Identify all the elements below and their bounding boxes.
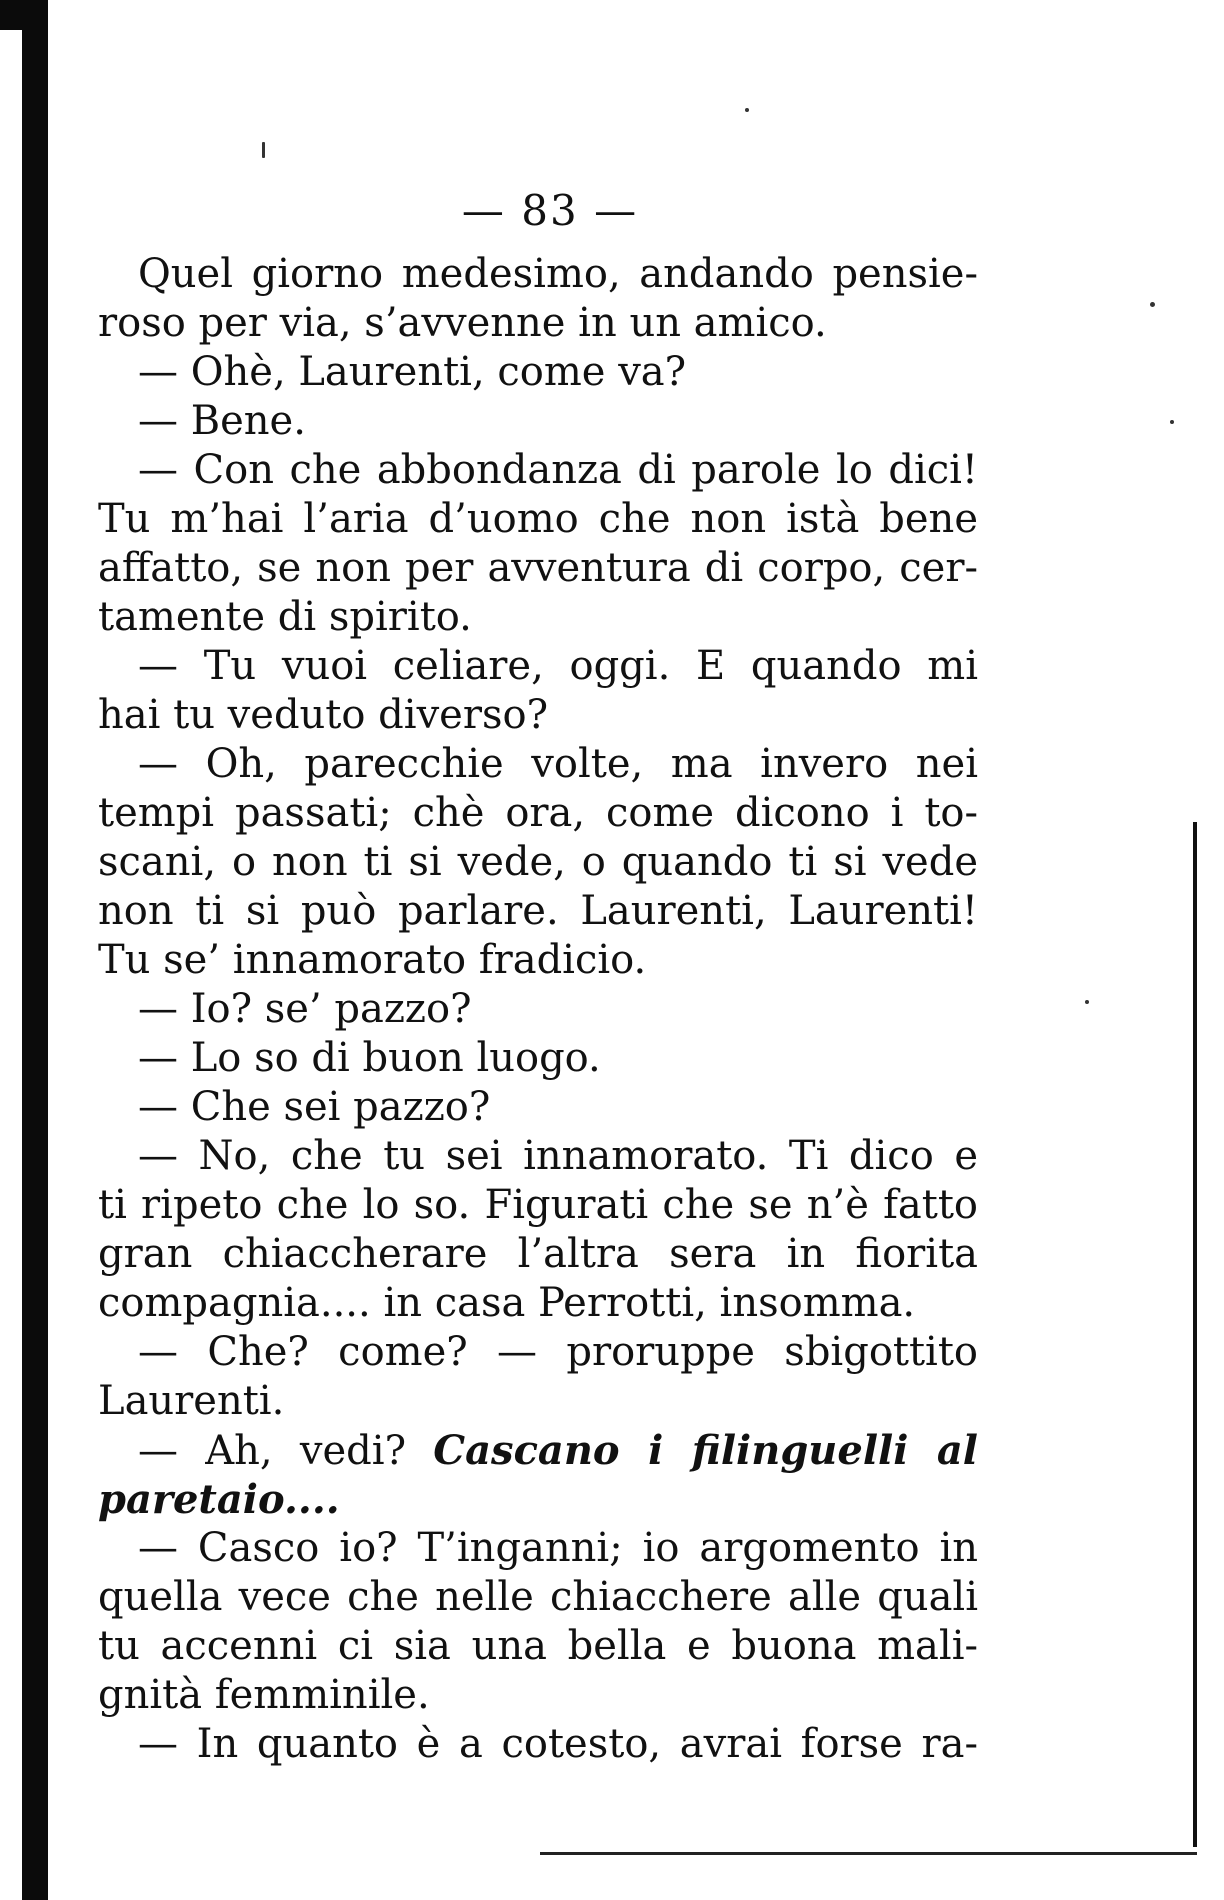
text-line-content: affatto, se non per avventura di corpo, cer- xyxy=(98,545,978,591)
text-line xyxy=(98,1524,978,1573)
text-line xyxy=(98,250,978,299)
text-line-content: hai tu veduto diverso? xyxy=(98,692,549,738)
text-line-content: non ti si può parlare. Laurenti, Laurenti! xyxy=(98,888,978,934)
text-line xyxy=(98,1475,978,1524)
text-line-content: — Io? se’ pazzo? xyxy=(138,986,472,1032)
ink-speck xyxy=(1150,302,1155,307)
italic-phrase: Cascano i filinguelli al xyxy=(433,1427,978,1474)
text-line-content: — Che sei pazzo? xyxy=(138,1084,491,1130)
text-line-content: roso per via, s’avvenne in un amico. xyxy=(98,300,827,346)
text-line-content: — Che? come? — proruppe sbigottito xyxy=(138,1329,978,1375)
text-line xyxy=(98,1083,978,1132)
text-line-content: — Con che abbondanza di parole lo dici! xyxy=(138,447,978,493)
text-line-content: — No, che tu sei innamorato. Ti dico e xyxy=(138,1133,978,1179)
text-line xyxy=(98,544,978,593)
ink-speck xyxy=(1170,420,1174,424)
text-line-content: Quel giorno medesimo, andando pensie- xyxy=(138,251,978,297)
ink-speck xyxy=(745,108,749,112)
text-line-content: gnità femminile. xyxy=(98,1672,430,1718)
page-right-edge xyxy=(1193,822,1197,1847)
text-line-content: ti ripeto che lo so. Figurati che se n’è fatto xyxy=(98,1182,978,1228)
italic-phrase: paretaio.... xyxy=(98,1476,340,1523)
text-line-content: quella vece che nelle chiacchere alle quali xyxy=(98,1574,978,1620)
text-line xyxy=(98,1377,978,1426)
text-line xyxy=(98,1426,978,1475)
text-line xyxy=(98,397,978,446)
text-line xyxy=(98,1328,978,1377)
page-number: — 83 — xyxy=(461,186,639,235)
text-line xyxy=(98,1671,978,1720)
text-line-content: Tu se’ innamorato fradicio. xyxy=(98,937,647,983)
text-line xyxy=(98,1230,978,1279)
text-line xyxy=(98,1622,978,1671)
text-line-content: Tu m’hai l’aria d’uomo che non istà bene xyxy=(98,496,978,542)
text-line xyxy=(98,1034,978,1083)
page-text xyxy=(98,250,978,1769)
text-line-content: — Lo so di buon luogo. xyxy=(138,1035,601,1081)
ink-speck xyxy=(262,142,265,158)
text-line-content: scani, o non ti si vede, o quando ti si vede xyxy=(98,839,978,885)
text-line-content: — Oh, parecchie volte, ma invero nei xyxy=(138,741,978,787)
text-line xyxy=(98,1573,978,1622)
text-line-content: Laurenti. xyxy=(98,1378,285,1424)
text-line xyxy=(98,1720,978,1769)
text-line-content: — Casco io? T’inganni; io argomento in xyxy=(138,1525,978,1571)
text-line xyxy=(98,838,978,887)
text-line xyxy=(98,1279,978,1328)
text-line-content: — Ohè, Laurenti, come va? xyxy=(138,349,687,395)
page-bottom-edge xyxy=(540,1852,1197,1855)
text-line xyxy=(98,691,978,740)
text-line-content: gran chiaccherare l’altra sera in fiorita xyxy=(98,1231,978,1277)
text-line xyxy=(98,593,978,642)
text-line-content: tamente di spirito. xyxy=(98,594,472,640)
text-line-content: compagnia.... in casa Perrotti, insomma. xyxy=(98,1280,916,1326)
text-line xyxy=(98,789,978,838)
text-line-content: — Tu vuoi celiare, oggi. E quando mi xyxy=(138,643,978,689)
text-line-content: tempi passati; chè ora, come dicono i to- xyxy=(98,790,978,836)
text-line-content: — Ah, vedi? xyxy=(138,1428,434,1474)
text-line xyxy=(98,642,978,691)
text-line xyxy=(98,1132,978,1181)
ink-speck xyxy=(1085,1000,1089,1004)
text-line xyxy=(98,299,978,348)
text-line xyxy=(98,985,978,1034)
book-spine-shadow xyxy=(22,0,48,1900)
text-line-content: — In quanto è a cotesto, avrai forse ra- xyxy=(138,1721,978,1767)
text-line-content: — Bene. xyxy=(138,398,306,444)
text-line xyxy=(98,446,978,495)
text-line xyxy=(98,887,978,936)
text-line xyxy=(98,936,978,985)
text-line xyxy=(98,495,978,544)
text-line xyxy=(98,740,978,789)
text-line xyxy=(98,1181,978,1230)
text-line-content: tu accenni ci sia una bella e buona mali- xyxy=(98,1623,978,1669)
text-line xyxy=(98,348,978,397)
